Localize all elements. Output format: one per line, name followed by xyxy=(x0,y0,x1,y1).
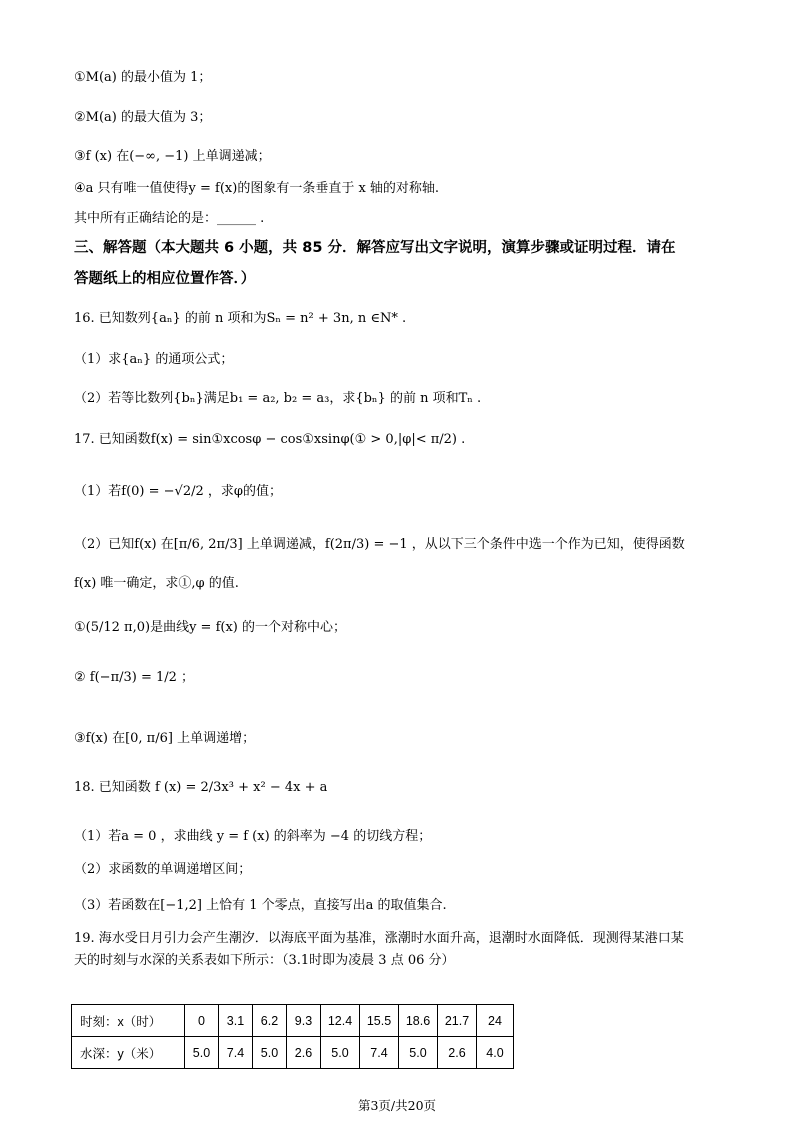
question-16-part-1: （1）求{aₙ} 的通项公式； xyxy=(74,352,234,367)
question-19-stem-2: 天的时刻与水深的关系表如下所示：（3.1时即为凌晨 3 点 06 分） xyxy=(74,953,455,968)
table-cell: 5.0 xyxy=(185,1037,219,1069)
question-17-option-1: ①(5/12 π,0)是曲线y = f(x) 的一个对称中心； xyxy=(74,620,346,635)
question-18-stem: 18. 已知函数 f (x) = 2/3x³ + x² − 4x + a xyxy=(74,780,328,795)
table-cell: 9.3 xyxy=(287,1005,321,1037)
table-row xyxy=(72,1037,514,1069)
question-17-option-2: ② f(−π/3) = 1/2 ； xyxy=(74,670,195,685)
question-18-part-2: （2）求函数的单调递增区间； xyxy=(74,862,252,877)
tide-table xyxy=(71,1004,514,1069)
question-16-stem: 16. 已知数列{aₙ} 的前 n 项和为Sₙ = n² + 3n, n ∈N* . xyxy=(74,311,407,326)
table-cell: 7.4 xyxy=(219,1037,253,1069)
section-heading-line-2: 答题纸上的相应位置作答．） xyxy=(74,271,256,287)
question-18-part-3: （3）若函数在[−1,2] 上恰有 1 个零点，直接写出a 的取值集合. xyxy=(74,898,447,913)
condition-2: ②M(a) 的最大值为 3； xyxy=(74,110,212,125)
question-16-part-2: （2）若等比数列{bₙ}满足b₁ = a₂, b₂ = a₃，求{bₙ} 的前 n 项和Tₙ . xyxy=(74,391,482,406)
table-cell: 2.6 xyxy=(287,1037,321,1069)
table-cell: 15.5 xyxy=(360,1005,399,1037)
table-cell: 24 xyxy=(477,1005,514,1037)
table-cell: 0 xyxy=(185,1005,219,1037)
row-header-depth: 水深：y（米） xyxy=(72,1037,185,1069)
question-17-part-2-cont: f(x) 唯一确定，求①,φ 的值. xyxy=(74,576,239,591)
answer-prompt: 其中所有正确结论的是：______ . xyxy=(74,211,265,226)
question-18-part-1: （1）若a = 0 ，求曲线 y = f (x) 的斜率为 −4 的切线方程； xyxy=(74,829,432,844)
table-cell: 5.0 xyxy=(253,1037,287,1069)
table-cell: 5.0 xyxy=(399,1037,438,1069)
question-17-option-3: ③f(x) 在[0, π/6] 上单调递增； xyxy=(74,731,256,746)
table-cell: 18.6 xyxy=(399,1005,438,1037)
question-17-part-1: （1）若f(0) = −√2/2 ，求φ的值； xyxy=(74,484,282,499)
table-cell: 21.7 xyxy=(438,1005,477,1037)
row-header-time: 时刻：x（时） xyxy=(72,1005,185,1037)
table-cell: 5.0 xyxy=(321,1037,360,1069)
table-row xyxy=(72,1005,514,1037)
condition-3: ③f (x) 在(−∞, −1) 上单调递减； xyxy=(74,149,271,164)
table-cell: 2.6 xyxy=(438,1037,477,1069)
condition-4: ④a 只有唯一值使得y = f(x)的图象有一条垂直于 x 轴的对称轴. xyxy=(74,181,440,196)
condition-1: ①M(a) 的最小值为 1； xyxy=(74,70,212,85)
question-17-stem: 17. 已知函数f(x) = sin①xcosφ − cos①xsinφ(① > 0,|φ|< π/2) . xyxy=(74,432,466,447)
section-heading-line-1: 三、解答题（本大题共 6 小题，共 85 分．解答应写出文字说明，演算步骤或证明过程．请在 xyxy=(74,240,676,256)
table-cell: 12.4 xyxy=(321,1005,360,1037)
table-cell: 3.1 xyxy=(219,1005,253,1037)
question-19-stem-1: 19. 海水受日月引力会产生潮汐．以海底平面为基准，涨潮时水面升高，退潮时水面降低．现测得某港口某 xyxy=(74,931,684,946)
question-17-part-2: （2）已知f(x) 在[π/6, 2π/3] 上单调递减，f(2π/3) = −1 ，从以下三个条件中选一个作为已知，使得函数 xyxy=(74,537,685,552)
page-footer: 第3页/共20页 xyxy=(357,1098,437,1113)
table-cell: 4.0 xyxy=(477,1037,514,1069)
table-cell: 7.4 xyxy=(360,1037,399,1069)
table-cell: 6.2 xyxy=(253,1005,287,1037)
